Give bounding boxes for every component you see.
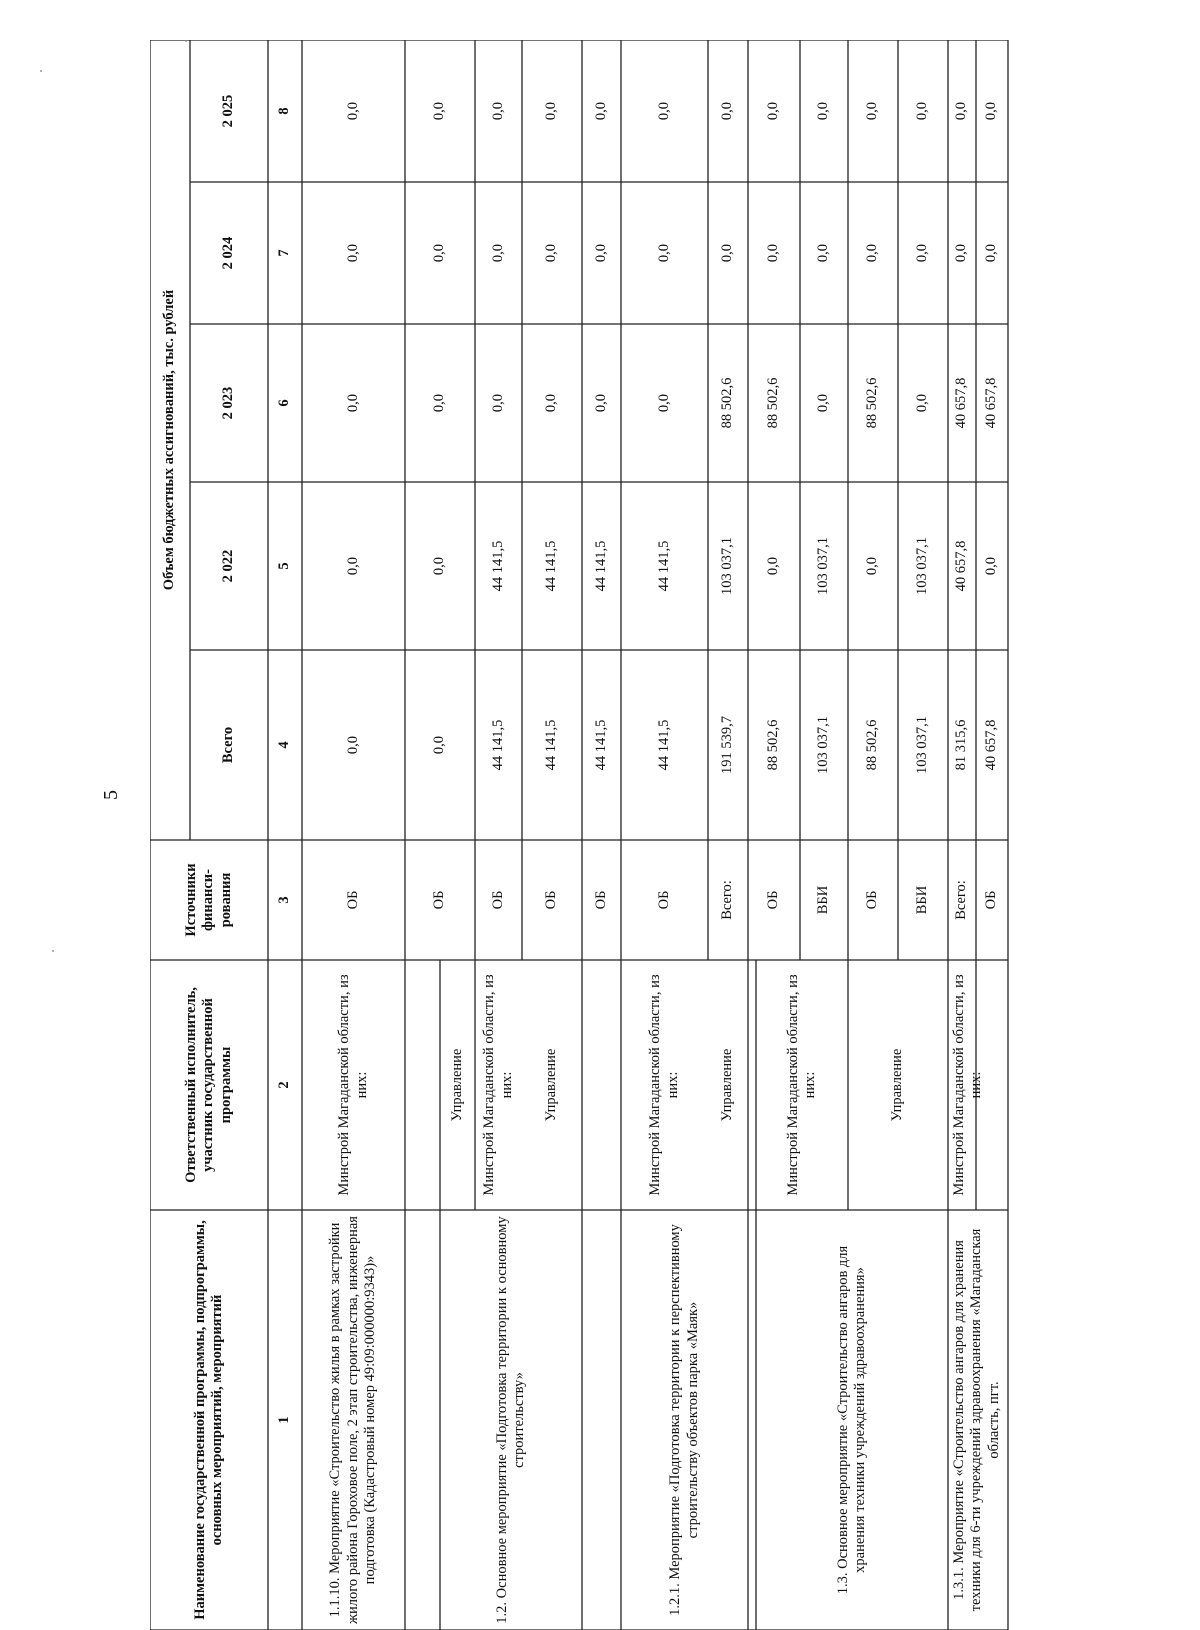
- table-cell-source: ОБ: [489, 890, 506, 910]
- table-cell-y2022: 0,0: [431, 556, 448, 576]
- table-cell-y2023: 0,0: [489, 393, 506, 413]
- table-cell-y2025: 0,0: [655, 101, 672, 121]
- table-cell-y2025: 0,0: [765, 101, 782, 121]
- table-cell-total: 191 539,7: [719, 716, 736, 774]
- table-cell-y2023: 40 657,8: [983, 377, 1000, 429]
- header-source: Источники финанси-рования: [182, 863, 234, 937]
- header-volume: Объем бюджетных ассигнований, тыс. рублей: [161, 289, 178, 591]
- table-cell-y2024: 0,0: [719, 243, 736, 263]
- table-cell-y2025: 0,0: [719, 101, 736, 121]
- table-cell-y2023: 0,0: [431, 393, 448, 413]
- table-cell-y2022: 103 037,1: [815, 537, 832, 595]
- column-number: 5: [276, 562, 293, 570]
- table-cell-y2025: 0,0: [983, 101, 1000, 121]
- table-cell-y2022: 44 141,5: [489, 540, 506, 592]
- table-cell-y2024: 0,0: [344, 243, 361, 263]
- scan-speck: [185, 40, 187, 42]
- table-cell-source: ВБИ: [914, 885, 931, 915]
- table-cell-y2024: 0,0: [914, 243, 931, 263]
- table-cell-y2024: 0,0: [592, 243, 609, 263]
- page-number: 5: [100, 790, 122, 800]
- table-cell-y2023: 0,0: [592, 393, 609, 413]
- table-cell-y2025: 0,0: [543, 101, 560, 121]
- table-cell-y2023: 88 502,6: [719, 377, 736, 429]
- column-number: 4: [276, 741, 293, 749]
- table-cell-y2025: 0,0: [344, 101, 361, 121]
- table-cell-y2025: 0,0: [431, 101, 448, 121]
- table-cell-total: 44 141,5: [655, 719, 672, 771]
- table-cell-total: 40 657,8: [983, 719, 1000, 771]
- table-cell-total: 44 141,5: [592, 719, 609, 771]
- row-executor: Управление: [719, 1048, 736, 1122]
- table-cell-source: ОБ: [543, 890, 560, 910]
- table-cell-y2022: 103 037,1: [914, 537, 931, 595]
- table-cell-total: 103 037,1: [914, 716, 931, 774]
- table-cell-total: 0,0: [431, 735, 448, 755]
- table-cell-y2024: 0,0: [489, 243, 506, 263]
- table-cell-y2023: 40 657,8: [953, 377, 970, 429]
- table-cell-total: 44 141,5: [543, 719, 560, 771]
- row-executor: Минстрой Магаданской области, из них:: [784, 974, 818, 1196]
- table-cell-y2024: 0,0: [765, 243, 782, 263]
- table-cell-y2025: 0,0: [489, 101, 506, 121]
- column-number: 2: [276, 1081, 293, 1089]
- table-cell-y2022: 0,0: [983, 556, 1000, 576]
- table-cell-source: ОБ: [344, 890, 361, 910]
- column-number: 8: [276, 107, 293, 115]
- table-cell-source: ОБ: [655, 890, 672, 910]
- row-name: 1.1.10. Мероприятие «Строительство жилья в рамках застройки жилого района Гороховое поле, 2 этап строительства, инженерная подготовка (Кадастровый номер 49:09:000000:9343)»: [327, 1216, 379, 1624]
- header-name: Наименование государственной программы, подпрограммы, основных мероприятий, мероприятий: [191, 1220, 225, 1620]
- table-cell-y2024: 0,0: [953, 243, 970, 263]
- column-number: 7: [276, 249, 293, 257]
- table-cell-source: ВБИ: [815, 885, 832, 915]
- table-cell-y2023: 0,0: [344, 393, 361, 413]
- header-y2024: 2 024: [220, 236, 237, 270]
- table-cell-y2025: 0,0: [864, 101, 881, 121]
- table-cell-y2023: 0,0: [543, 393, 560, 413]
- row-name: 1.3. Основное мероприятие «Строительство ангаров для хранения техники учреждений здравоохранения»: [834, 1245, 868, 1595]
- table-cell-y2022: 0,0: [864, 556, 881, 576]
- scan-speck: [52, 950, 54, 952]
- table-cell-y2025: 0,0: [815, 101, 832, 121]
- table-cell-source: ОБ: [864, 890, 881, 910]
- table-cell-y2023: 88 502,6: [864, 377, 881, 429]
- header-y2023: 2 023: [220, 386, 237, 420]
- table-cell-source: ОБ: [431, 890, 448, 910]
- table-cell-total: 0,0: [344, 735, 361, 755]
- row-executor: Минстрой Магаданской области, из них:: [647, 974, 681, 1196]
- row-name: 1.3.1. Мероприятие «Строительство ангаров для хранения техники для 6-ти учреждений здравоохранения «Магаданская область, пгт.: [951, 1228, 1002, 1612]
- table-cell-source: ОБ: [765, 890, 782, 910]
- table-cell-y2022: 44 141,5: [543, 540, 560, 592]
- table-cell-source: Всего:: [719, 880, 736, 920]
- column-number: 1: [276, 1416, 293, 1424]
- table-cell-y2022: 103 037,1: [719, 537, 736, 595]
- table-cell-y2022: 0,0: [765, 556, 782, 576]
- table-cell-y2022: 44 141,5: [655, 540, 672, 592]
- table-cell-y2024: 0,0: [543, 243, 560, 263]
- row-executor: Минстрой Магаданской области, из них:: [481, 974, 515, 1196]
- budget-table: [150, 40, 1110, 1630]
- table-cell-y2023: 88 502,6: [765, 377, 782, 429]
- table-cell-total: 44 141,5: [489, 719, 506, 771]
- header-executor: Ответственный исполнитель, участник государственной программы: [182, 987, 234, 1183]
- table-cell-y2023: 0,0: [914, 393, 931, 413]
- column-number: 3: [276, 896, 293, 904]
- table-cell-source: ОБ: [983, 890, 1000, 910]
- table-cell-y2023: 0,0: [815, 393, 832, 413]
- row-executor: Управление: [889, 1048, 906, 1122]
- header-y2025: 2 025: [220, 94, 237, 128]
- table-cell-y2024: 0,0: [864, 243, 881, 263]
- table-cell-y2022: 44 141,5: [592, 540, 609, 592]
- table-cell-source: ОБ: [592, 890, 609, 910]
- table-cell-total: 103 037,1: [815, 716, 832, 774]
- row-name: 1.2. Основное мероприятие «Подготовка территории к основному строительству»: [493, 1216, 527, 1624]
- row-executor: Минстрой Магаданской области, из них:: [951, 974, 985, 1196]
- table-cell-y2024: 0,0: [815, 243, 832, 263]
- table-cell-total: 88 502,6: [864, 719, 881, 771]
- column-number: 6: [276, 399, 293, 407]
- table-cell-total: 88 502,6: [765, 719, 782, 771]
- table-cell-y2025: 0,0: [953, 101, 970, 121]
- table-cell-y2022: 0,0: [344, 556, 361, 576]
- table-cell-y2025: 0,0: [592, 101, 609, 121]
- row-executor: Минстрой Магаданской области, из них:: [336, 974, 370, 1196]
- table-cell-y2024: 0,0: [983, 243, 1000, 263]
- scan-speck: [40, 70, 42, 72]
- row-name: 1.2.1. Мероприятие «Подготовка территории к перспективному строительству объектов парка «Маяк»: [667, 1224, 701, 1616]
- table-cell-y2024: 0,0: [431, 243, 448, 263]
- row-executor: Управление: [543, 1048, 560, 1122]
- table-cell-source: Всего:: [953, 880, 970, 920]
- table-cell-y2025: 0,0: [914, 101, 931, 121]
- header-y2022: 2 022: [220, 549, 237, 583]
- table-cell-y2022: 40 657,8: [953, 540, 970, 592]
- table-cell-y2024: 0,0: [655, 243, 672, 263]
- table-cell-y2023: 0,0: [655, 393, 672, 413]
- row-executor: Управление: [448, 1048, 465, 1122]
- header-total: Всего: [220, 726, 237, 764]
- table-cell-total: 81 315,6: [953, 719, 970, 771]
